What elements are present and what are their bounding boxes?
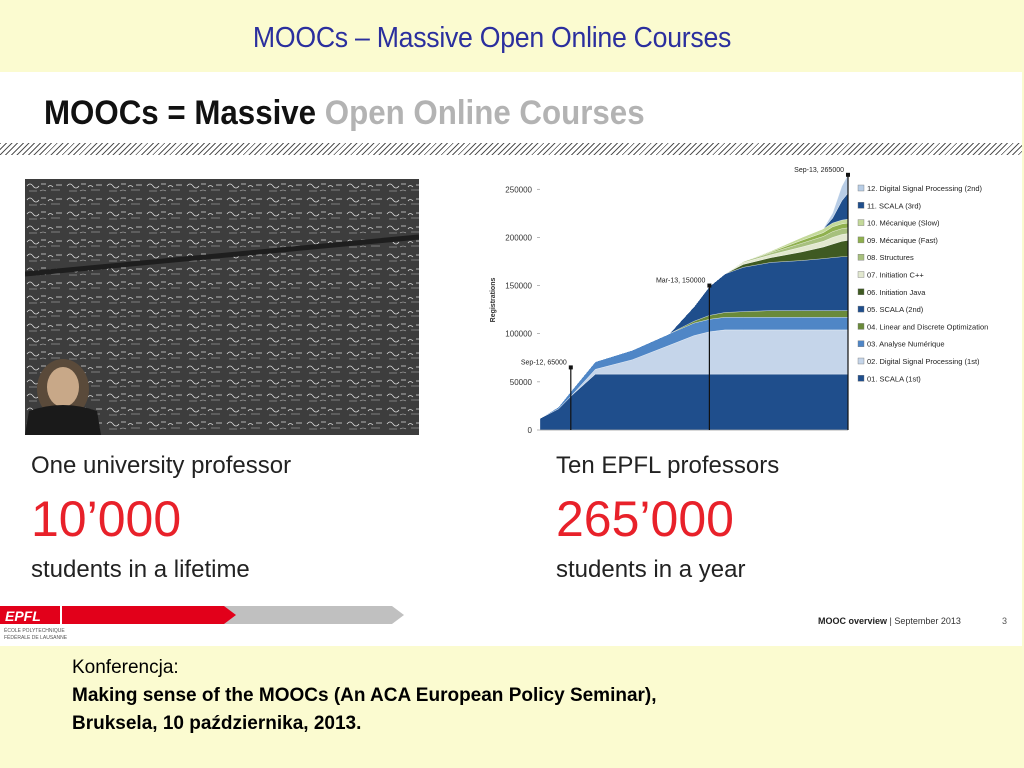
legend-label-10: 02. Digital Signal Processing (1st)	[867, 357, 980, 366]
footer-text	[818, 616, 961, 626]
legend-label-0: 12. Digital Signal Processing (2nd)	[867, 184, 983, 193]
annotation-label-2: Sep-13, 265000	[794, 166, 844, 174]
legend-label-5: 07. Initiation C++	[867, 270, 924, 280]
right-label: Ten EPFL professors	[556, 452, 780, 479]
logo-sub-1: ÉCOLE POLYTECHNIQUE	[4, 628, 65, 634]
legend-swatch-1	[858, 202, 864, 208]
registrations-chart	[488, 166, 1018, 446]
legend-label-8: 04. Linear and Discrete Optimization	[867, 322, 989, 332]
y-tick-label: 150000	[505, 281, 532, 291]
heading-light: Open Online Courses	[324, 94, 645, 132]
caption-line-2: Making sense of the MOOCs (An ACA European Policy Seminar),	[72, 685, 657, 706]
legend-swatch-10	[858, 358, 864, 364]
y-axis-label: Registrations	[490, 277, 497, 323]
annotation-label-1: Mar-13, 150000	[655, 277, 706, 285]
slide-image	[0, 72, 1022, 646]
annotation-marker-2	[846, 173, 850, 177]
right-sub: students in a year	[556, 556, 746, 583]
footer-bold: MOOC overview	[818, 616, 888, 626]
left-label: One university professor	[31, 452, 292, 479]
legend-swatch-11	[858, 375, 864, 381]
left-sub: students in a lifetime	[31, 556, 250, 583]
page-title: MOOCs – Massive Open Online Courses	[252, 22, 732, 54]
caption-line-3: Bruksela, 10 października, 2013.	[72, 713, 362, 734]
hatch-divider	[0, 143, 1022, 155]
epfl-logo: EPFL	[5, 608, 41, 624]
legend-swatch-7	[858, 306, 864, 312]
annotation-label-0: Sep-12, 65000	[520, 359, 567, 367]
y-tick-label: 50000	[509, 377, 532, 387]
annotation-marker-1	[707, 284, 711, 288]
legend-swatch-2	[858, 220, 864, 226]
legend-label-11: 01. SCALA (1st)	[867, 374, 921, 384]
legend-swatch-0	[858, 185, 864, 191]
blackboard-photo	[25, 179, 419, 435]
y-tick-label: 250000	[505, 185, 532, 195]
caption-line-1: Konferencja:	[72, 657, 179, 678]
caption	[72, 654, 657, 738]
logo-sub-2: FÉDÉRALE DE LAUSANNE	[4, 635, 68, 641]
legend-label-3: 09. Mécanique (Fast)	[867, 235, 938, 245]
legend-swatch-6	[858, 289, 864, 295]
legend-label-4: 08. Structures	[867, 253, 914, 263]
slide-heading	[44, 94, 645, 133]
legend-label-2: 10. Mécanique (Slow)	[867, 218, 940, 228]
legend-swatch-3	[858, 237, 864, 243]
legend-label-6: 06. Initiation Java	[867, 287, 926, 297]
legend-label-1: 11. SCALA (3rd)	[867, 201, 922, 211]
page-number: 3	[1002, 616, 1008, 626]
legend-swatch-5	[858, 272, 864, 278]
legend-swatch-4	[858, 254, 864, 260]
annotation-marker-0	[569, 365, 573, 369]
y-tick-label: 0	[527, 426, 532, 435]
legend-swatch-9	[858, 341, 864, 347]
legend-label-7: 05. SCALA (2nd)	[867, 305, 924, 315]
left-number: 10’000	[31, 491, 182, 547]
y-tick-label: 200000	[505, 233, 532, 243]
heading-dark: MOOCs = Massive	[44, 94, 317, 132]
footer-rest: | September 2013	[887, 616, 961, 626]
right-number: 265’000	[556, 491, 734, 547]
legend-swatch-8	[858, 323, 864, 329]
y-tick-label: 100000	[505, 329, 532, 339]
legend-label-9: 03. Analyse Numérique	[867, 339, 945, 349]
